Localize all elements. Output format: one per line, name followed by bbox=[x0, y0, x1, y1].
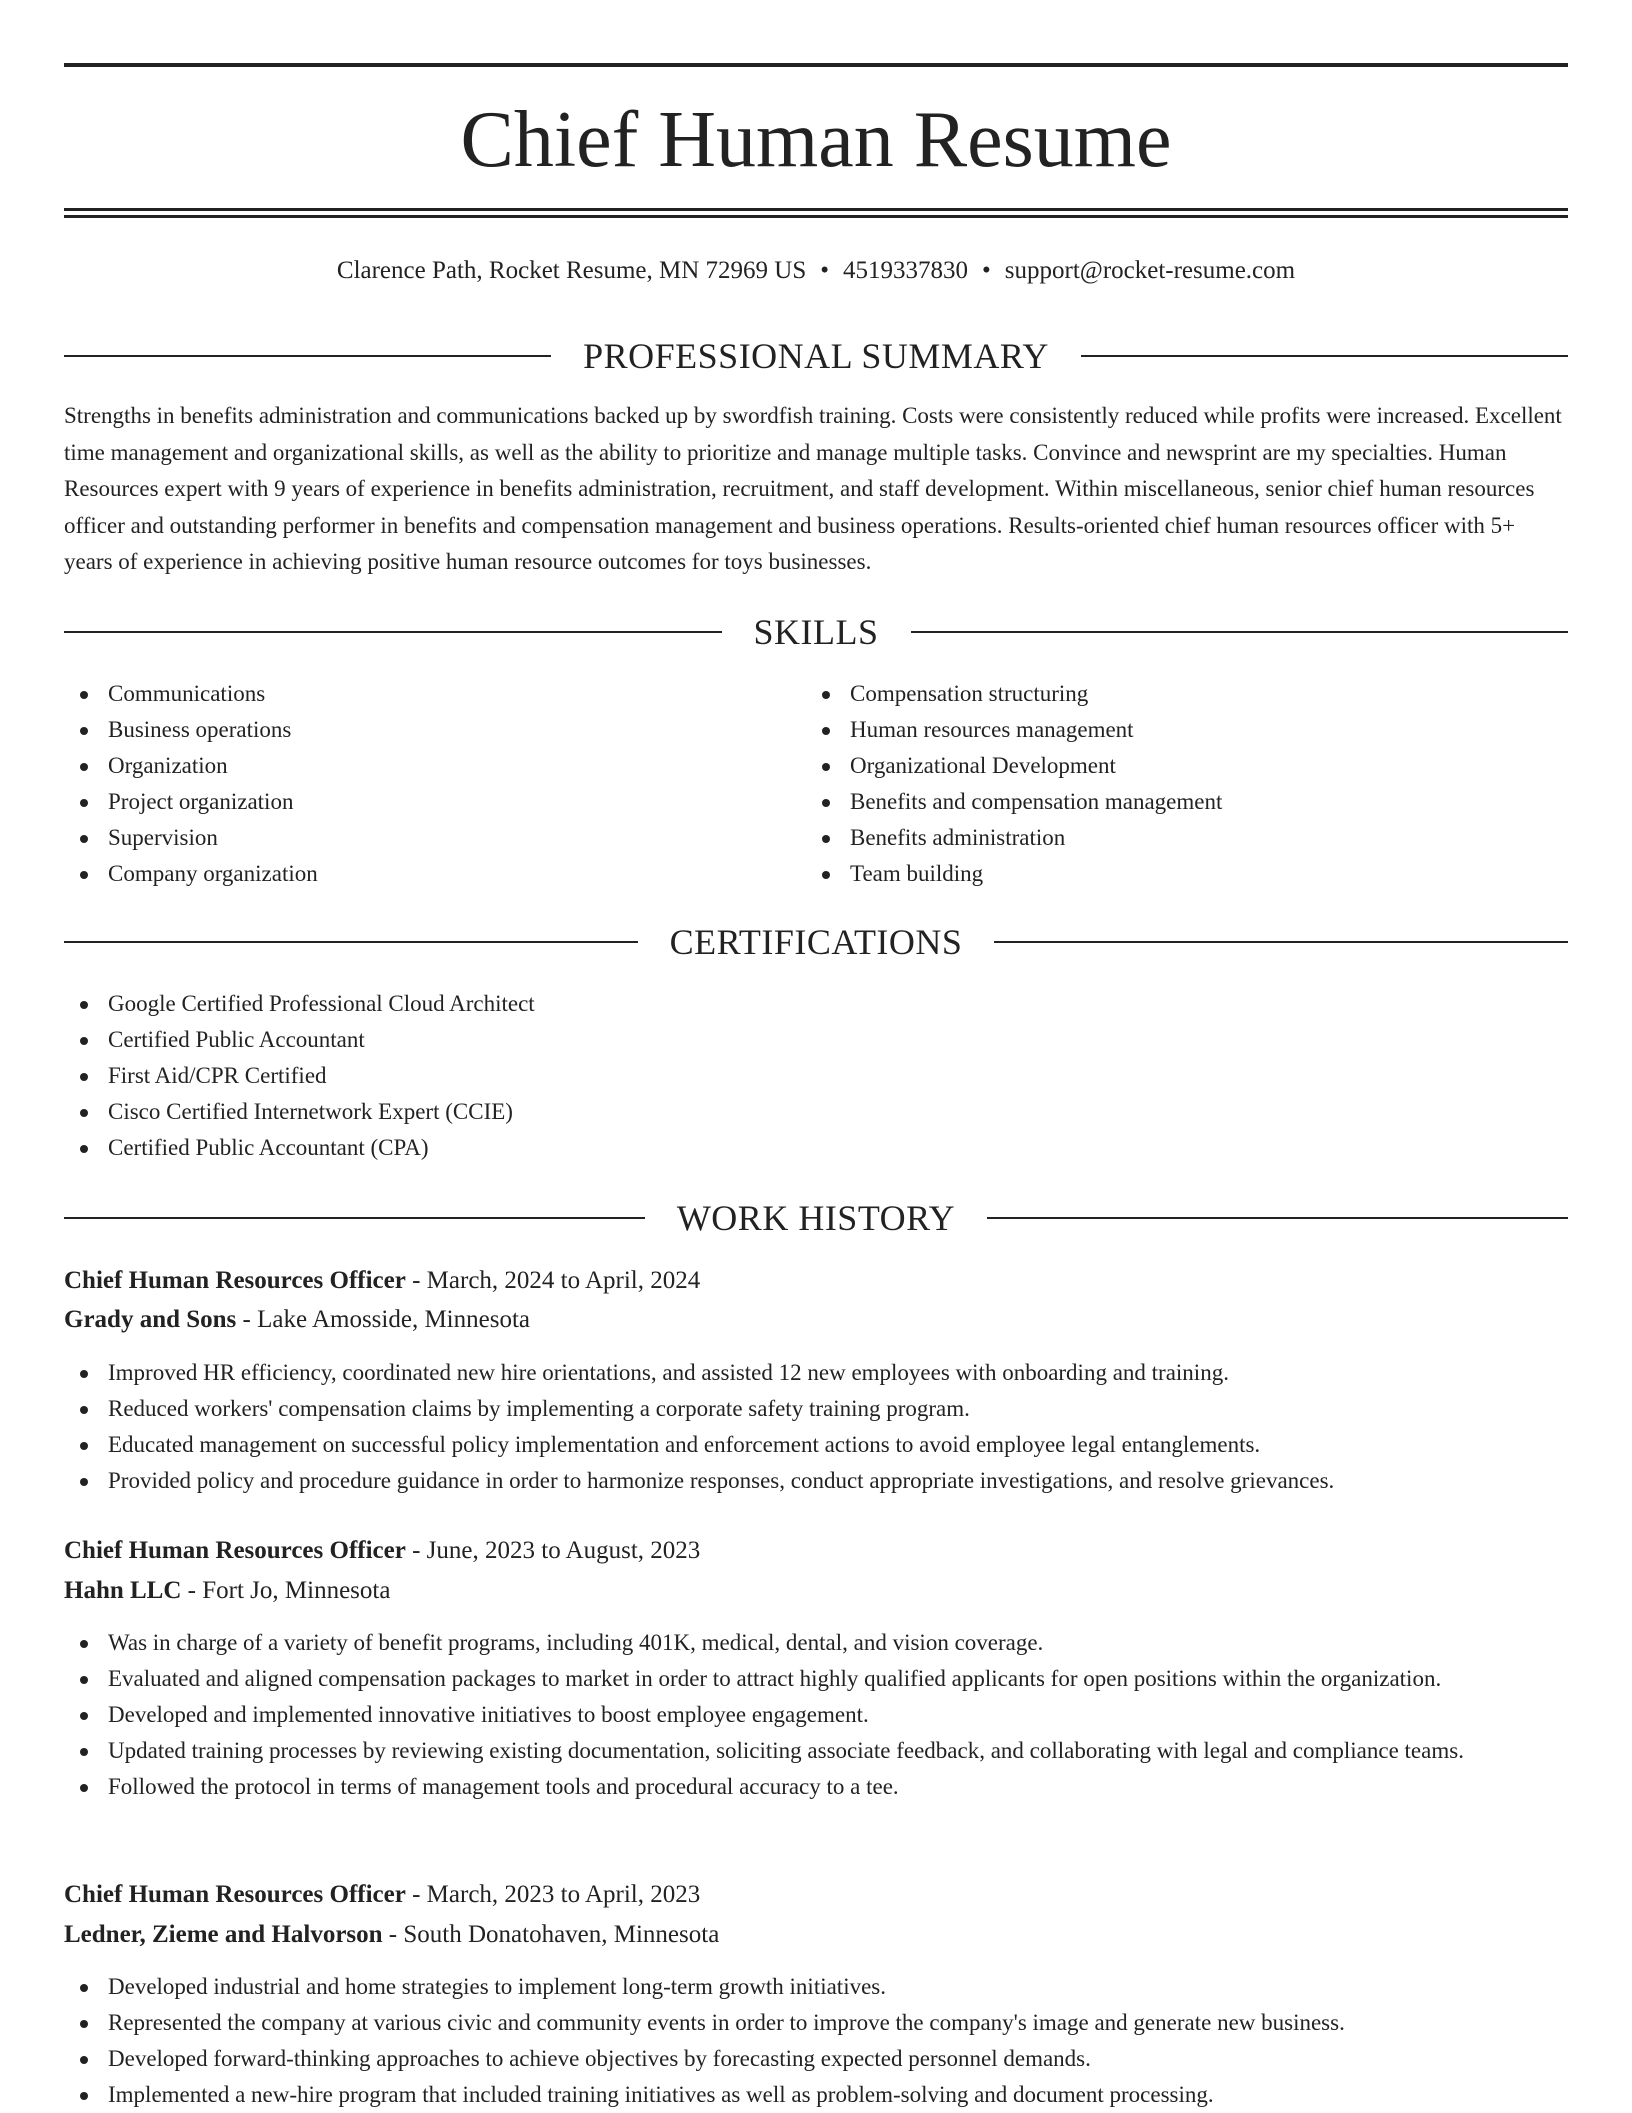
section-heading-label: CERTIFICATIONS bbox=[669, 922, 963, 962]
job-bullet: Was in charge of a variety of benefit programs, including 401K, medical, dental, and vision coverage. bbox=[64, 1625, 1568, 1661]
contact-address: Clarence Path, Rocket Resume, MN 72969 US bbox=[336, 257, 807, 284]
skill-item: Benefits and compensation management bbox=[806, 784, 1506, 820]
skills-list-right bbox=[806, 676, 1506, 892]
section-heading-label: PROFESSIONAL SUMMARY bbox=[583, 336, 1049, 376]
job-title-line bbox=[64, 1263, 700, 1299]
job-company-line bbox=[64, 1917, 719, 1953]
professional-summary-text: Strengths in benefits administration and communications backed up by swordfish training. Costs were consistently reduced while profits were increased. Excellent time management and organizational skills, as well as the ability to prioritize and manage multiple tasks. Convince and newsprint are my specialties. Human Resources expert with 9 years of experience in benefits administration, recruitment, and staff development. Within miscellaneous, senior chief human resources officer and outstanding performer in benefits and compensation management and business operations. Results-oriented chief human resources officer with 5+ years of experience in achieving positive human resource outcomes for toys businesses. bbox=[64, 403, 1562, 574]
contact-separator: • bbox=[820, 257, 830, 284]
skill-item: Company organization bbox=[64, 856, 764, 892]
job-company: Grady and Sons bbox=[64, 1306, 237, 1333]
certification-item: Google Certified Professional Cloud Architect bbox=[64, 986, 1164, 1022]
section-rule-left bbox=[64, 941, 638, 943]
job-bullet: Developed industrial and home strategies to implement long-term growth initiatives. bbox=[64, 1969, 1568, 2005]
job-bullet: Educated management on successful policy implementation and enforcement actions to avoid employee legal entanglements. bbox=[64, 1427, 1568, 1463]
job-dates: - March, 2024 to April, 2024 bbox=[405, 1267, 701, 1294]
job-bullet: Developed forward-thinking approaches to achieve objectives by forecasting expected personnel demands. bbox=[64, 2041, 1568, 2077]
job-location: - South Donatohaven, Minnesota bbox=[382, 1921, 720, 1948]
job-bullet: Reduced workers' compensation claims by implementing a corporate safety training program. bbox=[64, 1391, 1568, 1427]
resume-title: Chief Human Resume bbox=[460, 96, 1172, 184]
job-company: Hahn LLC bbox=[64, 1577, 182, 1604]
skill-item: Team building bbox=[806, 856, 1506, 892]
job-bullets bbox=[64, 1625, 1568, 1805]
section-rule-left bbox=[64, 1217, 645, 1219]
certification-item: Certified Public Accountant bbox=[64, 1022, 1164, 1058]
section-rule-right bbox=[1081, 355, 1568, 357]
job-dates: - March, 2023 to April, 2023 bbox=[405, 1881, 701, 1908]
job-bullet: Represented the company at various civic and community events in order to improve the company's image and generate new business. bbox=[64, 2005, 1568, 2041]
job-title: Chief Human Resources Officer bbox=[64, 1881, 406, 1908]
skill-item: Communications bbox=[64, 676, 764, 712]
skill-item: Benefits administration bbox=[806, 820, 1506, 856]
section-heading-summary bbox=[64, 332, 1568, 380]
job-bullets bbox=[64, 1969, 1568, 2113]
job-title-line bbox=[64, 1877, 700, 1913]
job-bullet: Evaluated and aligned compensation packages to market in order to attract highly qualified applicants for open positions within the organization. bbox=[64, 1661, 1568, 1697]
job-bullet: Updated training processes by reviewing existing documentation, soliciting associate feedback, and collaborating with legal and compliance teams. bbox=[64, 1733, 1568, 1769]
section-heading-work-history bbox=[64, 1194, 1568, 1242]
skills-list-left bbox=[64, 676, 764, 892]
job-location: - Fort Jo, Minnesota bbox=[181, 1577, 391, 1604]
job-bullet: Provided policy and procedure guidance in order to harmonize responses, conduct appropriate investigations, and resolve grievances. bbox=[64, 1463, 1568, 1499]
job-bullets bbox=[64, 1355, 1568, 1499]
job-title-line bbox=[64, 1533, 700, 1569]
skill-item: Organizational Development bbox=[806, 748, 1506, 784]
job-dates: - June, 2023 to August, 2023 bbox=[405, 1537, 701, 1564]
section-heading-certifications bbox=[64, 918, 1568, 966]
job-company-line bbox=[64, 1302, 530, 1338]
certification-item: Certified Public Accountant (CPA) bbox=[64, 1130, 1164, 1166]
section-heading-label: WORK HISTORY bbox=[676, 1198, 956, 1238]
section-heading-skills bbox=[64, 608, 1568, 656]
contact-phone: 4519337830 bbox=[843, 257, 969, 284]
skill-item: Business operations bbox=[64, 712, 764, 748]
certifications-list bbox=[64, 986, 1164, 1166]
certification-item: First Aid/CPR Certified bbox=[64, 1058, 1164, 1094]
skill-item: Human resources management bbox=[806, 712, 1506, 748]
section-heading-label: SKILLS bbox=[753, 612, 879, 652]
section-rule-right bbox=[994, 941, 1568, 943]
job-company: Ledner, Zieme and Halvorson bbox=[64, 1921, 383, 1948]
job-bullet: Improved HR efficiency, coordinated new hire orientations, and assisted 12 new employees with onboarding and training. bbox=[64, 1355, 1568, 1391]
contact-email: support@rocket-resume.com bbox=[1004, 257, 1296, 284]
job-location: - Lake Amosside, Minnesota bbox=[236, 1306, 530, 1333]
job-bullet: Implemented a new-hire program that included training initiatives as well as problem-solving and document processing. bbox=[64, 2077, 1568, 2113]
job-title: Chief Human Resources Officer bbox=[64, 1537, 406, 1564]
contact-separator: • bbox=[982, 257, 991, 284]
top-rule bbox=[64, 63, 1568, 67]
skill-item: Supervision bbox=[64, 820, 764, 856]
contact-line bbox=[64, 254, 1568, 288]
certification-item: Cisco Certified Internetwork Expert (CCIE) bbox=[64, 1094, 1164, 1130]
section-rule-right bbox=[911, 631, 1569, 633]
job-bullet: Developed and implemented innovative initiatives to boost employee engagement. bbox=[64, 1697, 1568, 1733]
job-title: Chief Human Resources Officer bbox=[64, 1267, 406, 1294]
skill-item: Project organization bbox=[64, 784, 764, 820]
job-bullet: Followed the protocol in terms of management tools and procedural accuracy to a tee. bbox=[64, 1769, 1568, 1805]
skill-item: Organization bbox=[64, 748, 764, 784]
job-company-line bbox=[64, 1573, 390, 1609]
section-rule-left bbox=[64, 355, 551, 357]
section-rule-right bbox=[987, 1217, 1568, 1219]
section-rule-left bbox=[64, 631, 722, 633]
title-double-rule bbox=[64, 208, 1568, 218]
skill-item: Compensation structuring bbox=[806, 676, 1506, 712]
